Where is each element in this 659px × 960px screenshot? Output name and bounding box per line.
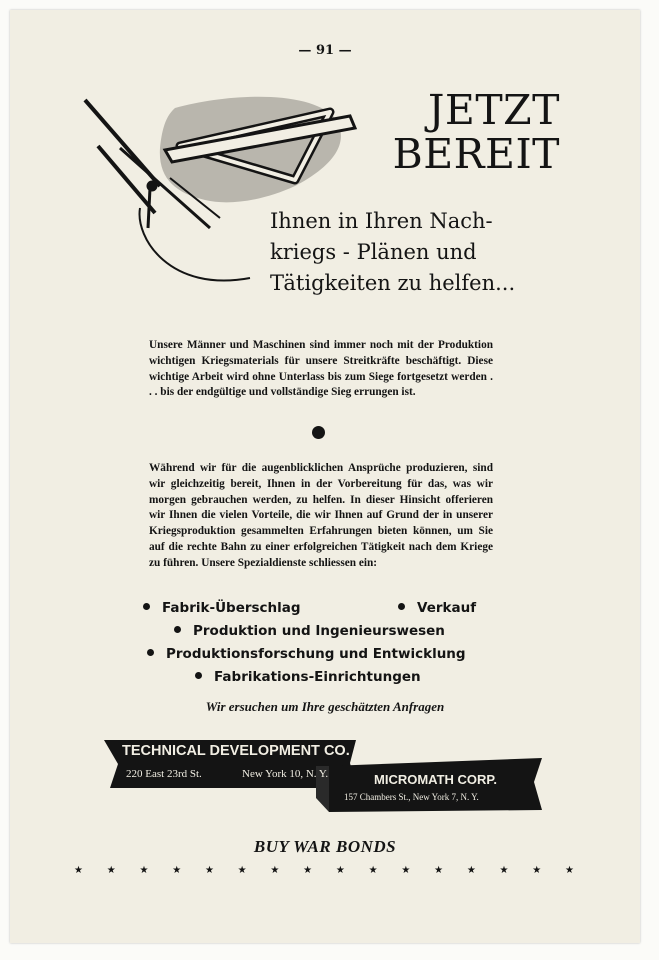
service-item: Produktionsforschung und Entwicklung (147, 646, 466, 662)
star-icon: ★ (434, 865, 444, 876)
subheadline (270, 206, 515, 299)
subheadline-line: Tätigkeiten zu helfen... (270, 271, 516, 295)
star-icon: ★ (237, 865, 247, 876)
company-1-city: New York 10, N. Y. (242, 768, 329, 780)
company-1-name: TECHNICAL DEVELOPMENT CO. INC (122, 743, 370, 759)
star-icon: ★ (401, 865, 411, 876)
star-row (74, 865, 574, 876)
star-icon: ★ (106, 865, 116, 876)
star-icon: ★ (565, 865, 574, 876)
star-icon: ★ (139, 865, 149, 876)
star-icon: ★ (74, 865, 83, 876)
separator-dot (312, 426, 325, 439)
service-item: Verkauf (398, 600, 476, 616)
star-icon: ★ (499, 865, 509, 876)
paragraph-2: Während wir für die augenblicklichen Ansprüche produzieren, sind wir gleichzeitig bereit, Ihnen in der Vorbereitung für das, was wir morgen gebrauchen werden, zu helfen. In dieser Hinsicht offerieren wir Ihnen die vielen Vorteile, die wir Ihnen auf Grund der in unserer Kriegsproduktion gesammelten Erfahrungen bieten können, um Sie auf die rechte Bahn zu einer erfolgreichen Tätigkeit nach dem Kriege zu führen. Unsere Spezialdienste schliessen ein: (149, 462, 493, 569)
subheadline-line: Ihnen in Ihren Nach- (270, 209, 493, 233)
company-2-address: 157 Chambers St., New York 7, N. Y. (344, 792, 479, 802)
bullet-icon (174, 626, 181, 633)
bullet-icon (195, 672, 202, 679)
headline-line-2: BEREIT (392, 130, 560, 178)
company-1-street: 220 East 23rd St. (126, 768, 202, 780)
star-icon: ★ (466, 865, 476, 876)
headline (360, 88, 560, 176)
star-icon: ★ (270, 865, 280, 876)
star-icon: ★ (532, 865, 542, 876)
magazine-page (10, 10, 640, 943)
service-item: Fabrik-Überschlag (143, 600, 301, 616)
star-icon: ★ (335, 865, 345, 876)
page-number: — 91 — (298, 43, 352, 58)
company-2-name: MICROMATH CORP. (374, 772, 498, 787)
service-item: Produktion und Ingenieurswesen (174, 623, 445, 639)
closing-line: Wir ersuchen um Ihre geschätzten Anfragen (205, 699, 445, 714)
bullet-icon (398, 603, 405, 610)
star-icon: ★ (204, 865, 214, 876)
star-icon: ★ (172, 865, 182, 876)
star-icon: ★ (368, 865, 378, 876)
bullet-icon (143, 603, 150, 610)
star-icon: ★ (303, 865, 313, 876)
war-bonds-slogan: BUY WAR BONDS (253, 837, 397, 856)
subheadline-line: kriegs - Plänen und (270, 240, 477, 264)
bullet-icon (147, 649, 154, 656)
headline-line-1: JETZT (427, 86, 560, 134)
paragraph-1: Unsere Männer und Maschinen sind immer noch mit der Produktion wichtigen Kriegsmaterials für unsere Streitkräfte beschäftigt. Diese wichtige Arbeit wird ohne Unterlass bis zum Siege fortgesetzt werden . . . bis der endgültige und vollständige Sieg errungen ist. (149, 339, 493, 399)
service-item: Fabrikations-Einrichtungen (195, 669, 421, 685)
